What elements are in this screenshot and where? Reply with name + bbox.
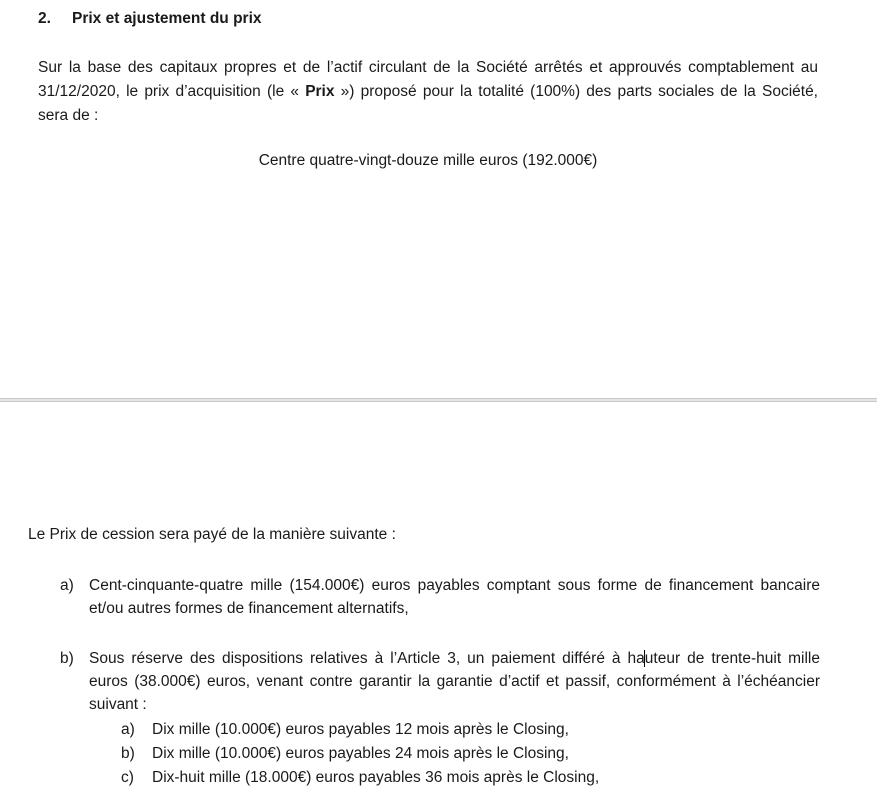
document-page-2 [0,402,877,798]
payment-item-a-text: Cent-cinquante-quatre mille (154.000€) euros payables comptant sous forme de financement bancaire et/ou autres formes de financement alternatifs, [89,577,820,617]
schedule-item-text: Dix mille (10.000€) euros payables 12 mois après le Closing, [152,721,569,738]
payment-item-a[interactable] [60,574,820,620]
price-paragraph[interactable] [38,56,818,128]
list-marker: b) [121,745,135,762]
list-marker: b) [60,650,74,667]
section-heading [38,10,262,28]
schedule-item[interactable] [121,766,599,789]
price-amount-line[interactable]: Centre quatre-vingt-douze mille euros (192.000€) [258,152,598,169]
payment-item-b-text-start: Sous réserve des dispositions relatives à l’Article 3, un paiement différé à ha [89,650,645,667]
payment-item-b-text-end: uteur de trente-huit mille euros (38.000€) euros, venant contre garantir la garantie d’actif et passif, conformément à l’échéancier suivant : [89,650,820,713]
payment-item-b-text [89,647,820,716]
section-number: 2. [38,10,51,27]
payment-item-b[interactable] [60,647,820,716]
list-marker: a) [60,577,74,594]
payment-intro[interactable]: Le Prix de cession sera payé de la manière suivante : [28,526,396,543]
schedule-item[interactable] [121,718,569,741]
list-marker: a) [121,721,135,738]
schedule-item[interactable] [121,742,569,765]
price-paragraph-text-end: ») proposé pour la totalité (100%) des parts sociales de la Société, sera de : [38,83,818,124]
document-page-1 [0,0,877,398]
schedule-item-text: Dix mille (10.000€) euros payables 24 mois après le Closing, [152,745,569,762]
section-title: Prix et ajustement du prix [72,10,262,27]
list-marker: c) [121,769,134,786]
schedule-item-text: Dix-huit mille (18.000€) euros payables 36 mois après le Closing, [152,769,600,786]
price-paragraph-text-start: Sur la base des capitaux propres et de l’actif circulant de la Société arrêtés et approuvés comptablement au 31/12/2020, le prix d’acquisition (le « [38,59,818,100]
price-defined-term: Prix [305,83,335,100]
